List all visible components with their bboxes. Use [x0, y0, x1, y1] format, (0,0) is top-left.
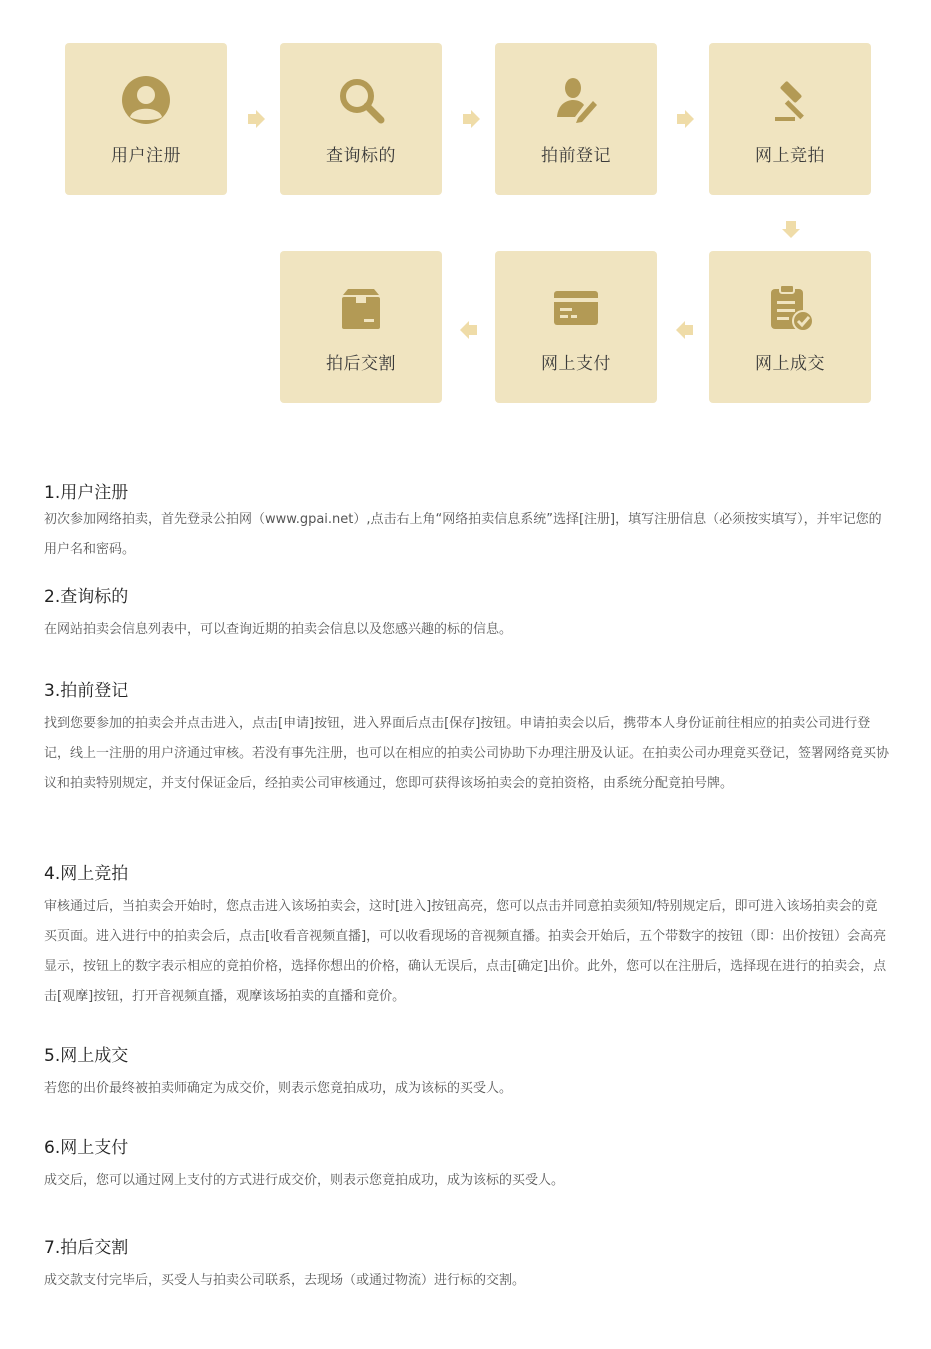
section-title: 1.用户注册: [44, 483, 129, 503]
card-icon: [549, 281, 603, 335]
step-label: 网上竞拍: [755, 146, 825, 166]
step-pre-register[interactable]: [495, 43, 657, 195]
section-title: 6.网上支付: [44, 1138, 129, 1158]
step-label: 拍前登记: [541, 146, 611, 166]
section-title: 2.查询标的: [44, 587, 129, 607]
section-online-payment: [44, 1136, 889, 1196]
step-post-delivery[interactable]: [280, 251, 442, 403]
section-body: 找到您要参加的拍卖会并点击进入，点击[申请]按钮，进入界面后点击[保存]按钮。申请拍卖会以后，携带本人身份证前往相应的拍卖公司进行登记，线上一注册的用户济通过审核。若没有事先注册，也可以在相应的拍卖公司协助下办理注册及认证。在拍卖公司办理竟买登记，签署网络竟买协议和拍卖特别规定，并支付保证金后，经拍卖公司审核通过，您即可获得该场拍卖会的竟拍资格，由系统分配竟拍号牌。: [44, 716, 890, 791]
search-icon: [334, 73, 388, 127]
step-label: 网上支付: [541, 354, 611, 374]
step-user-register[interactable]: [65, 43, 227, 195]
step-label: 网上成交: [755, 354, 825, 374]
clipboard-check-icon: [763, 281, 817, 335]
section-body: 初次参加网络拍卖，首先登录公拍网（www.gpai.net）,点击右上角“网络拍卖信息系统”选择[注册]，填写注册信息（必须按实填写），并牢记您的用户名和密码。: [44, 512, 882, 557]
section-body: 审核通过后，当拍卖会开始时，您点击进入该场拍卖会，这时[进入]按钮高亮，您可以点击并同意拍卖须知/特别规定后，即可进入该场拍卖会的竟买页面。进入进行中的拍卖会后，点击[收看音视频直播]，可以收看现场的音视频直播。拍卖会开始后，五个带数字的按钮（即：出价按钮）会高亮显示，按钮上的数字表示相应的竟拍价格，选择你想出的价格，确认无误后，点击[确定]出价。此外，您可以在注册后，选择现在进行的拍卖会，点击[观摩]按钮，打开音视频直播，观摩该场拍卖的直播和竟价。: [44, 899, 887, 1004]
section-title: 3.拍前登记: [44, 681, 129, 701]
step-label: 拍后交割: [326, 354, 396, 374]
section-body: 成交款支付完毕后，买受人与拍卖公司联系，去现场（或通过物流）进行标的交割。: [44, 1273, 526, 1288]
section-deal-closed: [44, 1044, 889, 1104]
section-body: 若您的出价最终被拍卖师确定为成交价，则表示您竟拍成功，成为该标的买受人。: [44, 1081, 513, 1096]
step-deal-closed[interactable]: [709, 251, 871, 403]
step-label: 查询标的: [326, 146, 396, 166]
step-label: 用户注册: [111, 146, 181, 166]
arrow-left-icon: [674, 319, 696, 341]
section-body: 在网站拍卖会信息列表中，可以查询近期的拍卖会信息以及您感兴趣的标的信息。: [44, 622, 513, 637]
section-title: 5.网上成交: [44, 1046, 129, 1066]
user-icon: [119, 73, 173, 127]
arrow-right-icon: [460, 108, 482, 130]
section-title: 4.网上竞拍: [44, 864, 129, 884]
section-title: 7.拍后交割: [44, 1238, 129, 1258]
section-search-lot: [44, 585, 889, 645]
step-online-bidding[interactable]: [709, 43, 871, 195]
step-online-payment[interactable]: [495, 251, 657, 403]
gavel-icon: [763, 73, 817, 127]
arrow-down-icon: [780, 218, 802, 240]
user-edit-icon: [549, 73, 603, 127]
arrow-right-icon: [245, 108, 267, 130]
section-post-delivery: [44, 1236, 889, 1296]
arrow-right-icon: [674, 108, 696, 130]
section-online-bidding: [44, 862, 889, 1012]
section-body: 成交后，您可以通过网上支付的方式进行成交价，则表示您竟拍成功，成为该标的买受人。: [44, 1173, 565, 1188]
box-icon: [334, 281, 388, 335]
arrow-left-icon: [458, 319, 480, 341]
section-pre-register: [44, 679, 889, 799]
section-user-register: [44, 481, 889, 565]
step-search-lot[interactable]: [280, 43, 442, 195]
